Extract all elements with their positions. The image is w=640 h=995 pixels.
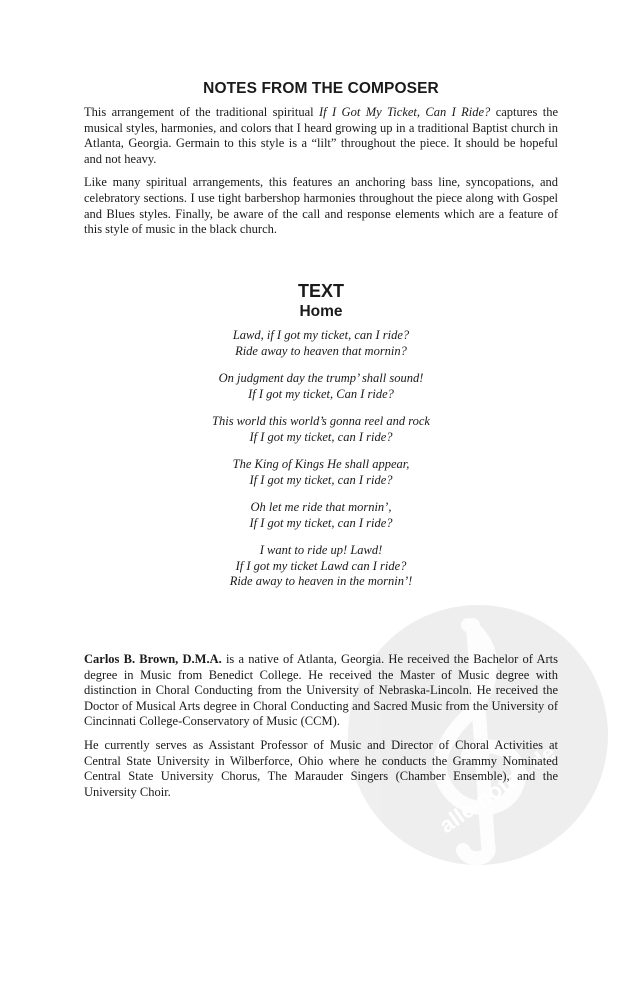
- lyric-line: Ride away to heaven that mornin?: [235, 343, 407, 358]
- stanza: [84, 328, 558, 359]
- notes-title: NOTES FROM THE COMPOSER: [203, 80, 439, 97]
- text-subtitle: Home: [299, 303, 343, 320]
- stanza: [84, 414, 558, 445]
- lyric-line: Ride away to heaven in the mornin’!: [229, 574, 413, 588]
- lyric-line: If I got my ticket Lawd can I ride?: [235, 558, 407, 573]
- notes-paragraph-2: Like many spiritual arrangements, this features an anchoring bass line, syncopations, and celebratory sections. I use tight barbershop harmonies throughout the piece along with Gospel and Blues styles. Finally, be aware of the call and response elements which are a feature of this style of music in the black church.: [84, 175, 558, 237]
- text-title: TEXT: [297, 281, 344, 301]
- stanza: [84, 543, 558, 590]
- text-heading: [84, 280, 558, 321]
- composer-name: Carlos B. Brown, D.M.A.: [84, 652, 222, 666]
- lyric-line: If I got my ticket, can I ride?: [249, 515, 393, 530]
- lyric-line: The King of Kings He shall appear,: [232, 457, 410, 471]
- notes-section: [84, 105, 558, 246]
- lyric-line: If I got my ticket, can I ride?: [249, 472, 393, 487]
- lyric-line: On judgment day the trump’ shall sound!: [218, 371, 424, 385]
- lyric-line: Oh let me ride that mornin’,: [250, 500, 392, 514]
- lyric-line: I want to ride up! Lawd!: [259, 543, 383, 557]
- watermark-text: alle-noten.de: [434, 739, 561, 839]
- piece-title: If I Got My Ticket, Can I Ride?: [319, 105, 491, 119]
- stanza: [84, 457, 558, 488]
- stanza: [84, 500, 558, 531]
- lyric-line: If I got my ticket, Can I ride?: [248, 386, 394, 401]
- lyric-line: Lawd, if I got my ticket, can I ride?: [232, 328, 410, 342]
- bio-paragraph-2: He currently serves as Assistant Professor of Music and Director of Choral Activities at Central State University in Wilberforce, Ohio where he conducts the Grammy Nominated Central State University Chorus, The Marauder Singers (Chamber Ensemble), and the University Choir.: [84, 737, 558, 799]
- notes-paragraph-1: This arrangement of the traditional spiritual If I Got My Ticket, Can I Ride? captures the musical styles, harmonies, and colors that I heard growing up in a traditional Baptist church in Atlanta, Georgia. Germain to this style is a “lilt” throughout the piece. It should be hopeful and not heavy.: [84, 105, 558, 166]
- stanza: [84, 371, 558, 402]
- bio-section: [84, 652, 558, 808]
- bio-paragraph-1: Carlos B. Brown, D.M.A. is a native of Atlanta, Georgia. He received the Bachelor of Arts degree in Music from Benedict College. He received the Master of Music degree with distinction in Choral Conducting from the University of Nebraska-Lincoln. He received the Doctor of Musical Arts degree in Choral Conducting and Sacred Music from the University of Cincinnati College-Conservatory of Music (CCM).: [84, 652, 558, 729]
- lyrics: [84, 328, 558, 602]
- lyric-line: If I got my ticket, can I ride?: [249, 429, 393, 444]
- lyric-line: This world this world’s gonna reel and rock: [212, 414, 430, 428]
